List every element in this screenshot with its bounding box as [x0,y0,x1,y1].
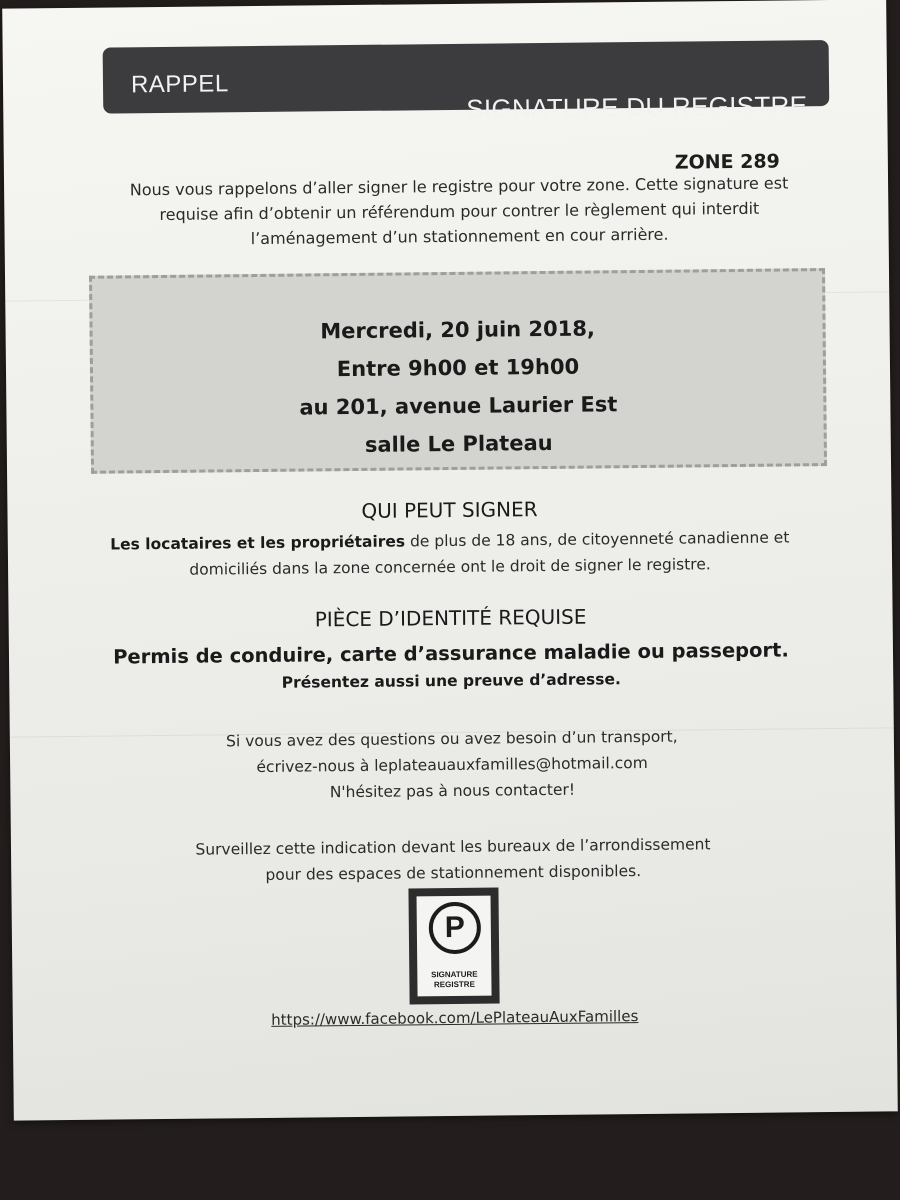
parking-p-letter: P [429,902,482,955]
contact-line: N'hésitez pas à nous contacter! [329,780,576,802]
surveil-line: pour des espaces de stationnement disponibles. [265,862,642,884]
parking-sign-label-1: SIGNATURE [431,969,478,980]
header-reminder-label: RAPPEL [130,70,229,99]
who-bold-text: Les locataires et les propriétaires [110,532,406,554]
id-required-title: PIÈCE D’IDENTITÉ REQUISE [314,604,587,632]
event-time: Entre 9h00 et 19h00 [336,354,580,382]
intro-line: Nous vous rappelons d’aller signer le registre pour votre zone. Cette signature est [129,173,789,200]
header-title: SIGNATURE DU REGISTRE [466,90,808,124]
id-required-sub: Présentez aussi une preuve d’adresse. [281,670,621,692]
event-room: salle Le Plateau [364,430,553,457]
who-can-sign-text [68,524,833,584]
intro-line: l’aménagement d’un stationnement en cour arrière. [250,224,669,249]
who-text-part1: de plus de 18 ans, de citoyenneté canadienne et [405,528,790,551]
contact-email-line: écrivez-nous à leplateauauxfamilles@hotmail.com [256,753,648,777]
event-details-box [89,268,827,474]
intro-line: requise afin d’obtenir un référendum pour contrer le règlement qui interdit [159,198,760,225]
contact-line: Si vous avez des questions ou avez besoin d’un transport, [226,727,678,751]
event-address: au 201, avenue Laurier Est [299,392,618,420]
parking-sign-face [417,896,492,997]
event-date: Mercredi, 20 juin 2018, [320,316,596,344]
parking-sign-icon [408,888,499,1005]
intro-paragraph [99,170,820,253]
surveil-line: Surveillez cette indication devant les bureaux de l’arrondissement [195,835,711,859]
flyer-page [2,0,898,1121]
who-can-sign-title: QUI PEUT SIGNER [361,497,538,523]
id-required-main: Permis de conduire, carte d’assurance maladie ou passeport. [113,638,789,669]
who-line-2: domiciliés dans la zone concernée ont le droit de signer le registre. [189,555,711,579]
header-bar [103,40,830,124]
parking-sign-label-2: REGISTRE [433,979,475,990]
contact-paragraph [70,722,835,808]
surveil-paragraph [71,830,836,890]
facebook-link[interactable]: https://www.facebook.com/LePlateauAuxFamilles [271,1007,639,1029]
zone-label: ZONE 289 [674,150,780,174]
